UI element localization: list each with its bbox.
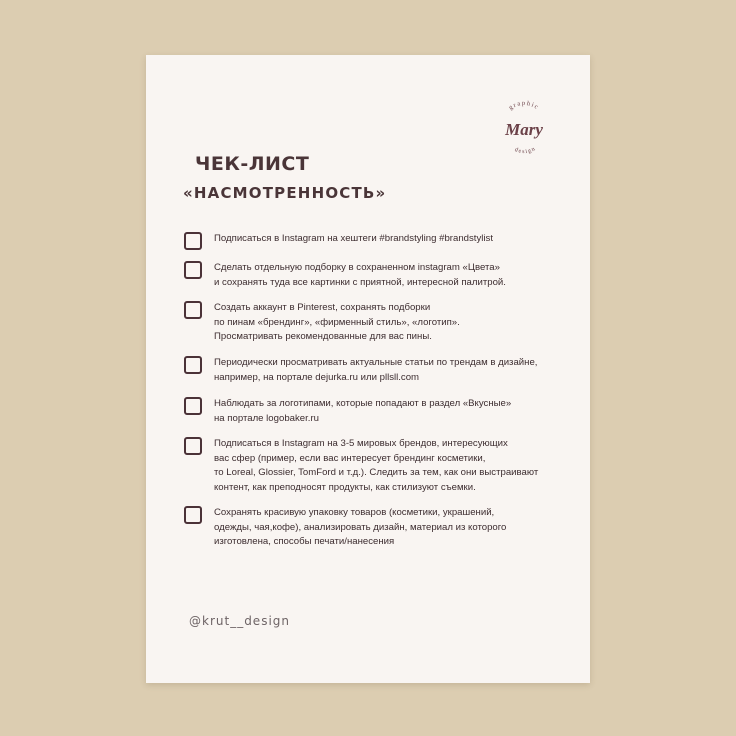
checklist-item-text: Сделать отдельную подборку в сохраненном instagram «Цвета» и сохранять туда все картинки с приятной, интересной палитрой. xyxy=(214,262,506,288)
mary-graphic-design-logo xyxy=(493,99,555,161)
checklist-item-text: Наблюдать за логотипами, которые попадают в раздел «Вкусные» на портале logobaker.ru xyxy=(214,398,512,424)
checklist-item xyxy=(184,232,493,250)
page-subtitle: «НАСМОТРЕННОСТЬ» xyxy=(183,184,387,202)
checklist-item-text: Подписаться в Instagram на хештеги #brandstyling #brandstylist xyxy=(214,233,493,244)
checkbox[interactable] xyxy=(184,232,202,250)
checklist-item xyxy=(184,506,506,550)
svg-text:graphic xyxy=(508,100,541,112)
checklist-sheet xyxy=(146,55,590,683)
checkbox[interactable] xyxy=(184,356,202,374)
author-handle[interactable]: @krut__design xyxy=(189,614,291,628)
checkbox[interactable] xyxy=(184,301,202,319)
checklist-item-text: Создать аккаунт в Pinterest, сохранять подборки по пинам «брендинг», «фирменный стиль», «логотип». Просматривать рекомендованные для вас пины. xyxy=(214,302,460,343)
checklist-item xyxy=(184,301,460,345)
checkbox[interactable] xyxy=(184,506,202,524)
checklist-item xyxy=(184,397,511,426)
svg-text:design xyxy=(514,146,538,155)
page-title: ЧЕК-ЛИСТ xyxy=(195,153,310,175)
checklist-item-text: Подписаться в Instagram на 3-5 мировых брендов, интересующих вас сфер (пример, если вас интересует брендинг косметики, то Loreal, Glossier, TomFord и т.д.). Следить за тем, как они выстраивают контент, как преподносят продукты, как стилизуют съемки. xyxy=(214,438,539,493)
checklist-item-text: Периодически просматривать актуальные статьи по трендам в дизайне, например, на портале dejurka.ru или pllsll.com xyxy=(214,357,538,383)
checkbox[interactable] xyxy=(184,397,202,415)
checkbox[interactable] xyxy=(184,437,202,455)
logo-main-text: Mary xyxy=(505,120,543,139)
checklist-item xyxy=(184,261,506,290)
checkbox[interactable] xyxy=(184,261,202,279)
logo-top-text: graphic xyxy=(507,99,541,112)
checklist-item xyxy=(184,356,537,385)
checklist-item xyxy=(184,437,538,495)
logo-bottom-text: design xyxy=(513,145,538,156)
checklist-item-text: Сохранять красивую упаковку товаров (косметики, украшений, одежды, чая,кофе), анализировать дизайн, материал из которого изготовлена, способы печати/нанесения xyxy=(214,507,507,548)
